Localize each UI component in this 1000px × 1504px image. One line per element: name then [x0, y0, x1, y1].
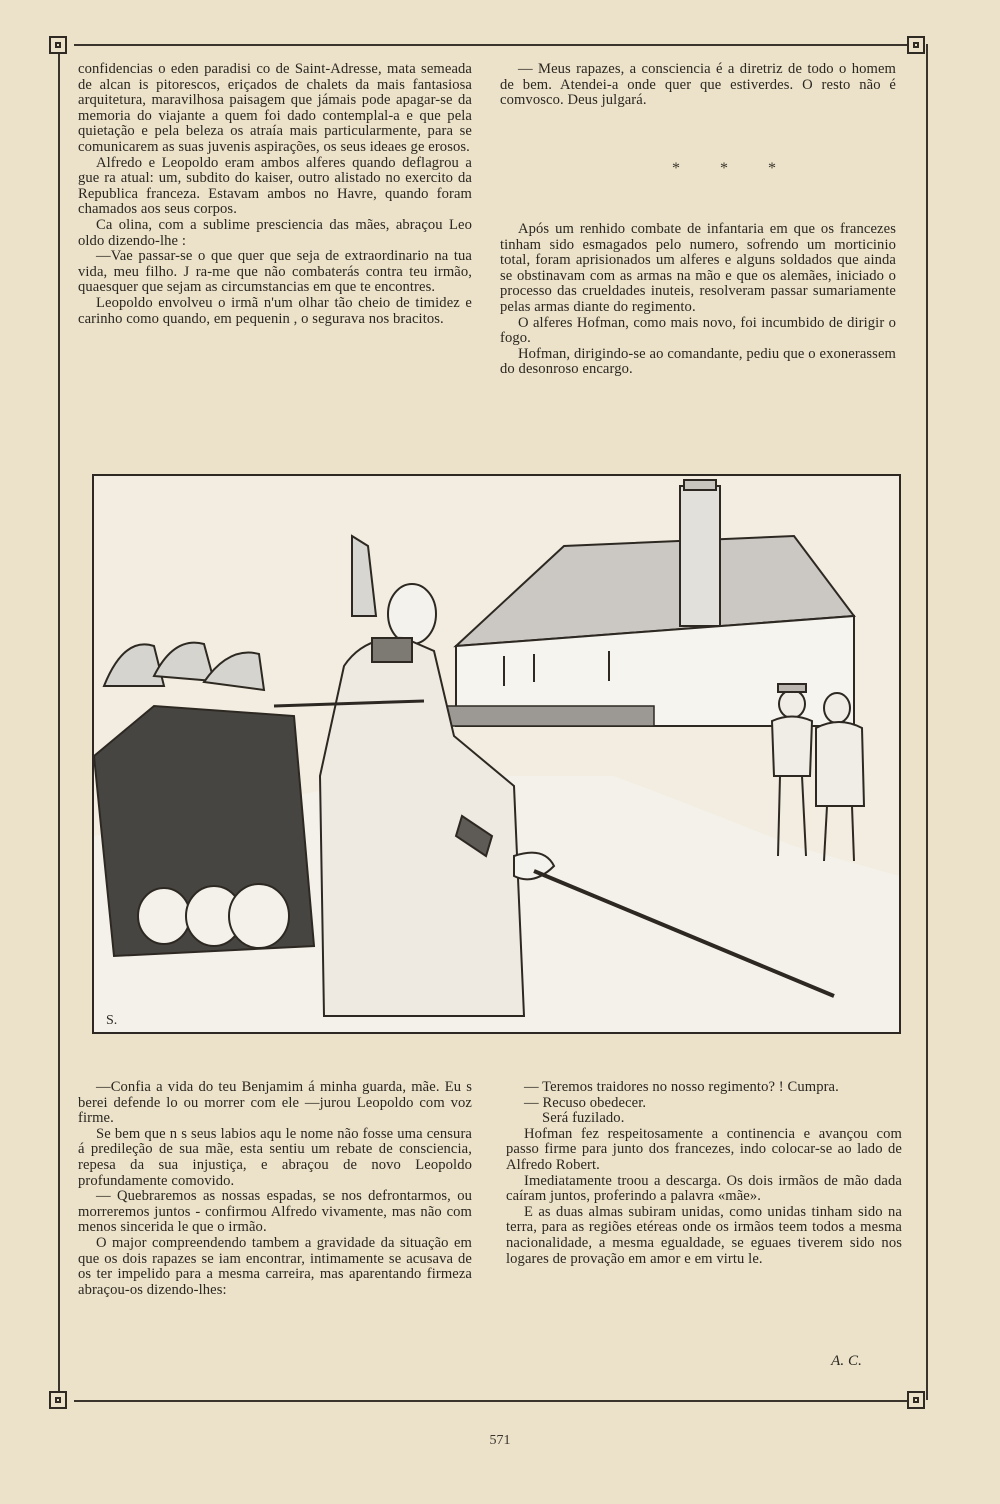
- paragraph: —Confia a vida do teu Benjamim á minha guarda, mãe. Eu s berei defende lo ou morrer com ele —jurou Leopoldo com voz firme.: [78, 1079, 472, 1127]
- paragraph: Será fuzilado.: [542, 1110, 625, 1127]
- corner-ornament-top-right: [907, 36, 925, 54]
- artist-mark: S.: [106, 1013, 118, 1028]
- top-left-column: [78, 62, 472, 327]
- paragraph: Se bem que n s seus labios aqu le nome não fosse uma censura á predileção de sua mãe, esta sentiu um rebate de consciencia, repesa da sua injustiça, e abraçou de novo Leopoldo profundamente comovido.: [78, 1125, 472, 1189]
- paragraph: Após um renhido combate de infantaria em que os francezes tinham sido esmagados pelo numero, sofrendo um morticinio total, foram aprisionados um alferes e alguns soldados que ainda se obstinavam com as armas na mão e que os alemães, iniciado o processo das crueldades inuteis, resolveram passar sumariamente pelas armas diante do regimento.: [500, 221, 896, 315]
- paragraph: O major compreendendo tambem a gravidade da situação em que os dois rapazes se iam encontrar, intimamente se acusava de os ter impelido para a mesma carreira, mas aparentando firmeza abraçou-os dizendo-lhes:: [78, 1234, 472, 1298]
- paragraph: Imediatamente troou a descarga. Os dois irmãos de mão dada caíram juntos, proferindo a palavra «mãe».: [506, 1172, 902, 1205]
- paragraph: Alfredo e Leopoldo eram ambos alferes quando deflagrou a gue ra atual: um, subdito do kaiser, outro alistado no exercito da Republica franceza. Estavam ambos no Havre, quando foram chamados aos seus corpos.: [78, 154, 472, 218]
- low-wall: [424, 706, 654, 726]
- paragraph: — Recuso obedecer.: [524, 1094, 647, 1111]
- corner-ornament-bottom-right: [907, 1391, 925, 1409]
- paragraph: O alferes Hofman, como mais novo, foi incumbido de dirigir o fogo.: [500, 314, 896, 347]
- section-separator: * * *: [672, 160, 794, 177]
- page-number: 571: [489, 1433, 511, 1448]
- paragraph: Hofman fez respeitosamente a continencia e avançou com passo firme para junto dos francezes, indo colocar-se ao lado de Alfredo Robert.: [506, 1125, 902, 1173]
- paragraph: confidencias o eden paradisi co de Saint-Adresse, mata semeada de alcan is pitorescos, eriçados de chalets da mais fantasiosa arquitetura, maravilhosa paisagem que jámais pode apagar-se da memoria do viajante a quem foi dado contemplal-a e que pela quietação e pela beleza os atraía mais particularmente, para se comunicarem as suas juvenis aspirações, os seus ideaes ge erosos.: [78, 61, 472, 155]
- paragraph: Hofman, dirigindo-se ao comandante, pediu que o exonerassem do desonroso encargo.: [500, 345, 896, 378]
- paragraph: Ca olina, com a sublime presciencia das mães, abraçou Leo oldo dizendo-lhe :: [78, 216, 472, 249]
- illustration-drawing: [94, 476, 899, 1032]
- top-rule: [74, 44, 908, 46]
- corner-ornament-bottom-left: [49, 1391, 67, 1409]
- bottom-rule: [74, 1400, 908, 1402]
- paragraph: — Quebraremos as nossas espadas, se nos defrontarmos, ou morreremos juntos - confirmou Alfredo vivamente, mas não com menos sincerida le que o irmão.: [78, 1188, 472, 1236]
- author-signature: A. C.: [831, 1353, 862, 1370]
- paragraph: — Teremos traidores no nosso regimento? ! Cumpra.: [524, 1079, 839, 1095]
- execution-illustration: [92, 474, 901, 1034]
- paragraph: — Meus rapazes, a consciencia é a diretriz de todo o homem de bem. Atendei-a onde quer que estiverdes. O resto não é comvosco. Deus julgará.: [500, 61, 896, 109]
- bottom-right-column: [506, 1080, 902, 1370]
- corner-ornament-top-left: [49, 36, 67, 54]
- paragraph: —Vae passar-se o que quer que seja de extraordinario na tua vida, meu filho. J ra-me que não combaterás contra teu irmão, quaesquer que sejam as circumstancias em que te encontres.: [78, 248, 472, 296]
- bottom-left-column: [78, 1080, 472, 1298]
- top-right-column-continued: [500, 222, 896, 378]
- top-right-column: [500, 62, 896, 109]
- paragraph: E as duas almas subiram unidas, como unidas tinham sido na terra, para as regiões etéreas onde os irmãos teem todos a mesma nacionalidade, a mesma egualdade, se eguaes tiverem sido nos logares de provação em amor e em virtu le.: [506, 1203, 902, 1267]
- paragraph: Leopoldo envolveu o irmã n'um olhar tão cheio de timidez e carinho como quando, em pequenin , o segurava nos bracitos.: [78, 294, 472, 327]
